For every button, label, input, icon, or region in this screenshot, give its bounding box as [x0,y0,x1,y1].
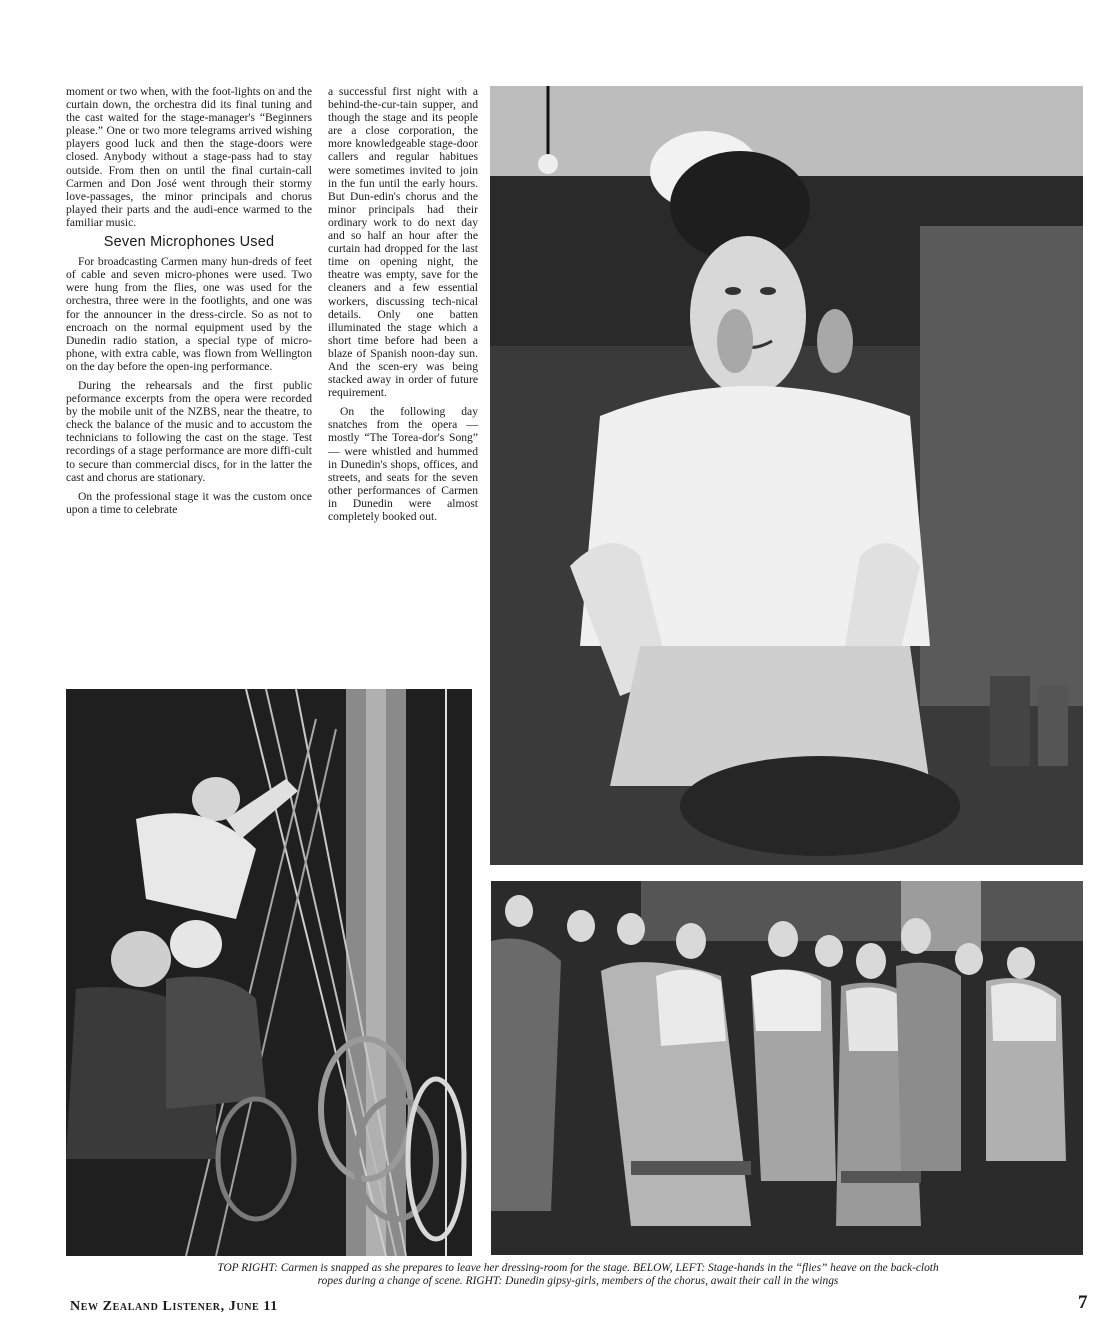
article-paragraph: a successful first night with a behind-the-cur-tain supper, and though the stage and its people are a close corporation, the more knowledgeable stage-door callers and regular habitues were sometimes invited to join in the fun until the early hours. But Dun-edin's chorus and the minor principals had their ordinary work to do next day and so half an hour after the curtain had dropped for the last time on opening night, the theatre was empty, save for the cleaners and a few essential workers, discussing tech-nical details. Only one batten illuminated the stage which a short time before had been a blaze of Spanish noon-day sun. And the scen-ery was being stacked away in order of future requirement. [328,85,478,400]
article-column-1 [66,85,312,516]
page-number: 7 [1078,1292,1088,1313]
article-paragraph: For broadcasting Carmen many hun-dreds of feet of cable and seven micro-phones were used. Two were hung from the flies, one was used for the orchestra, three were in the footlights, and one was for the announcer in the dress-circle. So as not to encroach on the normal equipment used by the Dunedin radio station, a special type of micro-phone, with extra cable, was flown from Wellington on the day before the open-ing performance. [66,255,312,373]
caption-line: ropes during a change of scene. RIGHT: Dunedin gipsy-girls, members of the chorus, await their call in the wings [317,1275,839,1287]
section-heading: Seven Microphones Used [103,234,275,251]
article-column-2 [328,85,478,523]
article-paragraph: On the professional stage it was the custom once upon a time to celebrate [66,489,312,516]
article-paragraph: During the rehearsals and the first public peformance excerpts from the opera were recorded by the mobile unit of the NZBS, near the theatre, to check the balance of the music and to accustom the technicians to following the cast on the stage. Test recordings of a stage performance are more diffi-cult to secure than commercial discs, for in the latter the cast and chorus are stationary. [66,378,312,484]
article-paragraph: moment or two when, with the foot-lights on and the curtain down, the orchestra did its final tuning and the cast waited for the stage-manager's “Beginners please.” One or two more telegrams arrived wishing players good luck and then the stage-doors were closed. Anybody without a stage-pass had to stay outside. From then on until the final curtain-call Carmen and Don José went through their stormy love-passages, the minor principals and chorus played their parts and the audi-ence warmed to the familiar music. [66,85,312,229]
caption-line: TOP RIGHT: Carmen is snapped as she prepares to leave her dressing-room for the stage. BELOW, LEFT: Stage-hands in the “flies” heave on the back-cloth [217,1262,939,1274]
photo-caption [66,1262,1090,1288]
publication-footer: New Zealand Listener, June 11 [70,1299,278,1314]
photo-stage-hands [66,689,472,1256]
article-paragraph: On the following day snatches from the opera —mostly “The Torea-dor's Song” — were whistled and hummed in Dunedin's shops, offices, and streets, and seats for the seven other performances of Carmen in Dunedin were almost completely booked out. [328,405,478,523]
photo-carmen [490,86,1083,865]
photo-chorus [491,881,1083,1255]
